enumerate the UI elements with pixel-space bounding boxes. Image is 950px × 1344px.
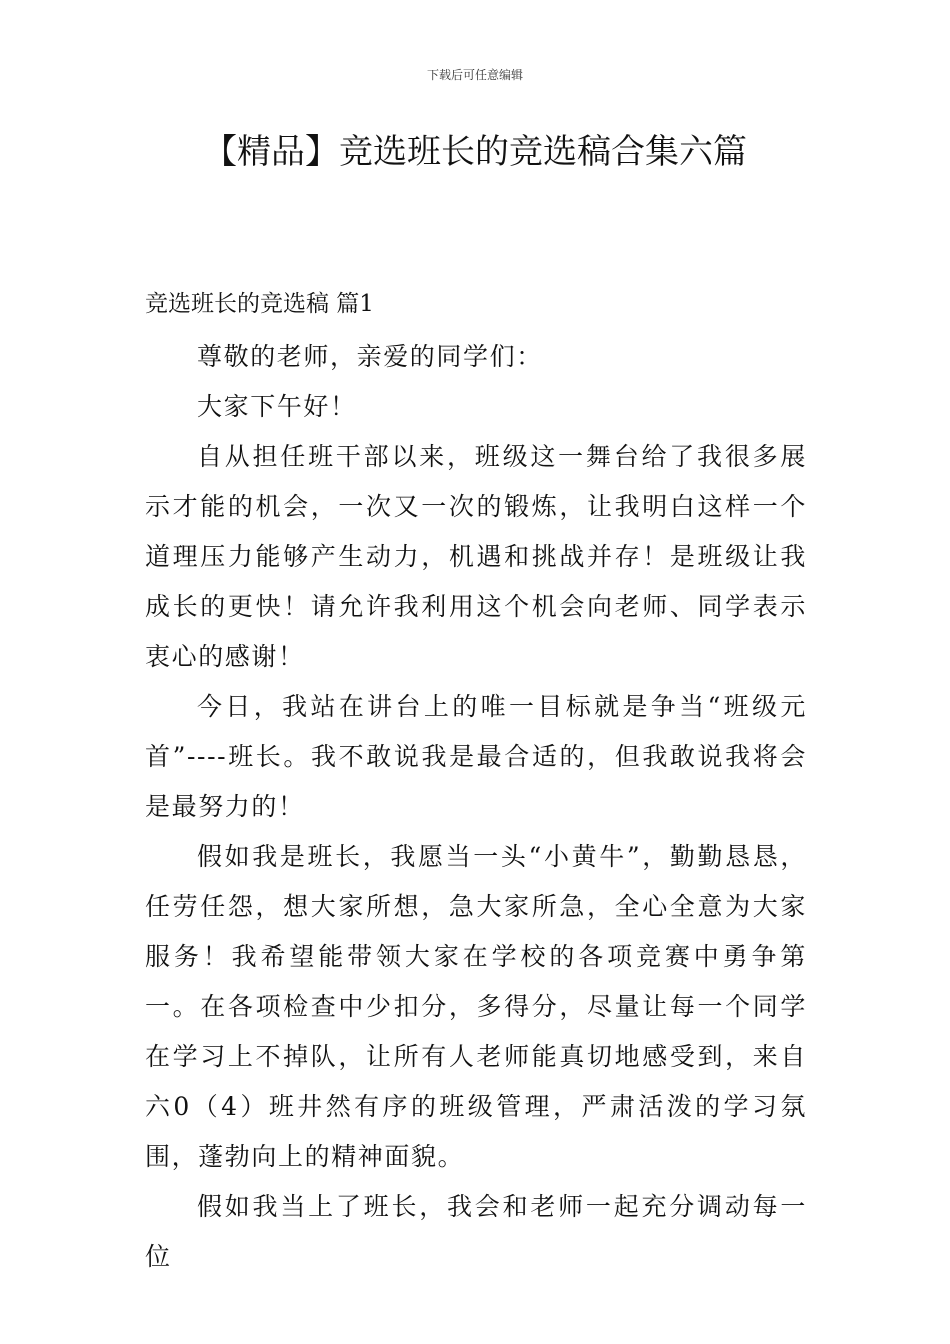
document-title: 【精品】竞选班长的竞选稿合集六篇 — [203, 132, 747, 172]
section-heading: 竞选班长的竞选稿 篇1 — [145, 291, 374, 317]
document-body — [145, 332, 807, 1282]
paragraph-body: 今日，我站在讲台上的唯一目标就是争当“班级元首”----班长。我不敢说我是最合适的，但我敢说我将会是最努力的！ — [145, 692, 807, 821]
paragraph-body: 自从担任班干部以来，班级这一舞台给了我很多展示才能的机会，一次又一次的锻炼，让我明白这样一个道理压力能够产生动力，机遇和挑战并存！是班级让我成长的更快！请允许我利用这个机会向老师、同学表示衷心的感谢！ — [145, 442, 807, 671]
paragraph-salutation: 尊敬的老师，亲爱的同学们： — [197, 342, 543, 371]
paragraph-greeting: 大家下午好！ — [197, 392, 357, 421]
paragraph-body: 假如我是班长，我愿当一头“小黄牛”，勤勤恳恳，任劳任怨，想大家所想，急大家所急，全心全意为大家服务！我希望能带领大家在学校的各项竞赛中勇争第一。在各项检查中少扣分，多得分，尽量让每一个同学在学习上不掉队，让所有人老师能真切地感受到，来自六0（4）班井然有序的班级管理，严肃活泼的学习氛围，蓬勃向上的精神面貌。 — [145, 842, 807, 1171]
header-note: 下载后可任意编辑 — [426, 68, 523, 82]
paragraph-body: 假如我当上了班长，我会和老师一起充分调动每一位 — [145, 1192, 807, 1271]
